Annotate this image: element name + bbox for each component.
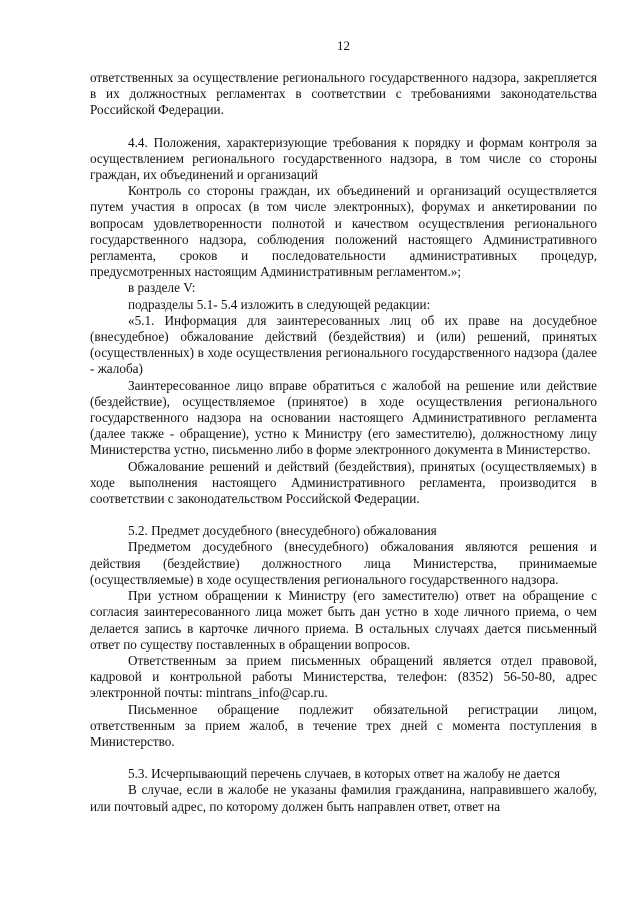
paragraph-oral-appeal: При устном обращении к Министру (его заместителю) ответ на обращение с согласия заинтересованного лица может быть дан устно в ходе личного приема, о чем делается запись в карточке личного приема. В остальных случаях дается письменный ответ по существу поставленных в обращении вопросов. xyxy=(90,588,597,652)
paragraph-gap xyxy=(90,750,597,766)
page-number: 12 xyxy=(337,38,350,53)
paragraph-public-control: Контроль со стороны граждан, их объединений и организаций осуществляется путем участия в опросах (в том числе электронных), форумах и анкетировании по вопросам удовлетворенности полнотой и качеством осуществления регионального государственного надзора, соблюдения положений настоящего Административного регламента, сроков и последовательности административных процедур, предусмотренных настоящим Административным регламентом.»; xyxy=(90,183,597,280)
paragraph-gap xyxy=(90,119,597,135)
section-5-1-heading: «5.1. Информация для заинтересованных лиц об их праве на досудебное (внесудебное) обжалование действий (бездействия) и (или) решений, принятых (осуществленных) в ходе осуществления регионального государственного надзора (далее - жалоба) xyxy=(90,312,597,377)
paragraph-no-answer-cases: В случае, если в жалобе не указаны фамилия гражданина, направившего жалобу, или почтовый адрес, по которому должен быть направлен ответ, ответ на xyxy=(90,782,597,814)
paragraph-subsections: подразделы 5.1- 5.4 изложить в следующей редакции: xyxy=(128,296,431,312)
section-4-4-heading: 4.4. Положения, характеризующие требования к порядку и формам контроля за осуществлением регионального государственного надзора, в том числе со стороны граждан, их объединений и организаций xyxy=(90,134,597,183)
document-body xyxy=(90,70,597,815)
paragraph-responsible-department: Ответственным за прием письменных обращений является отдел правовой, кадровой и контрольной работы Министерства, телефон: (8352) 56-50-80, адрес электронной почты: mintrans_info@cap.ru. xyxy=(90,652,597,701)
paragraph-appeal-subject: Предметом досудебного (внесудебного) обжалования являются решения и действия (бездействие) должностного лица Министерства, принимаемые (осуществляемые) в ходе осуществления регионального государственного надзора. xyxy=(90,539,597,587)
section-5-2-heading: 5.2. Предмет досудебного (внесудебного) обжалования xyxy=(128,523,437,539)
paragraph-continuation: ответственных за осуществление регионального государственного надзора, закрепляется в их должностных регламентах в соответствии с требованиями законодательства Российской Федерации. xyxy=(90,70,597,118)
paragraph-gap xyxy=(90,507,597,523)
paragraph-complaint-right: Заинтересованное лицо вправе обратиться с жалобой на решение или действие (бездействие), осуществляемое (принятое) в ходе осуществления регионального государственного надзора на основании настоящего Административного регламента (далее также - обращение), устно к Министру (его заместителю), должностному лицу Министерства устно, письменно либо в форме электронного документа в Министерство. xyxy=(90,377,597,458)
paragraph-appeal-law: Обжалование решений и действий (бездействия), принятых (осуществляемых) в ходе выполнения настоящего Административного регламента, производится в соответствии с законодательством Российской Федерации. xyxy=(90,458,597,507)
paragraph-registration: Письменное обращение подлежит обязательной регистрации лицом, ответственным за прием жалоб, в течение трех дней с момента поступления в Министерство. xyxy=(90,701,597,749)
paragraph-section-v: в разделе V: xyxy=(128,280,196,296)
section-5-3-heading: 5.3. Исчерпывающий перечень случаев, в которых ответ на жалобу не дается xyxy=(128,766,561,782)
